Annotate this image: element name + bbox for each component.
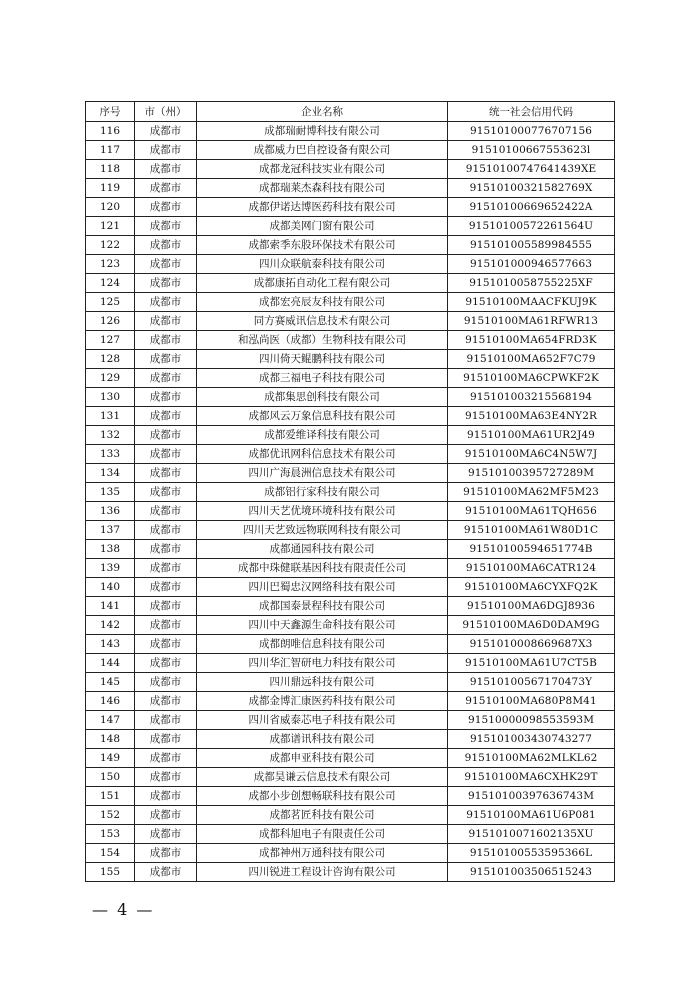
table-row [86,255,615,274]
row-company-name: 四川巴蜀忠汉网络科技有限公司 [197,578,448,597]
table-row [86,559,615,578]
table-row [86,312,615,331]
row-credit-code: 91510100MA6CYXFQ2K [448,578,615,597]
row-credit-code: 915101003430743277 [448,730,615,749]
row-company-name: 成都优讯网科信息技术有限公司 [197,445,448,464]
row-serial: 118 [86,160,135,179]
table-header-row [86,102,615,122]
row-city: 成都市 [135,179,197,198]
table-row [86,863,615,882]
row-city: 成都市 [135,255,197,274]
row-company-name: 成都科旭电子有限责任公司 [197,825,448,844]
enterprise-table [85,101,615,882]
row-city: 成都市 [135,540,197,559]
row-city: 成都市 [135,483,197,502]
row-serial: 140 [86,578,135,597]
row-company-name: 成都爱维译科技有限公司 [197,426,448,445]
row-company-name: 成都金博汇康医药科技有限公司 [197,692,448,711]
table-row [86,844,615,863]
row-city: 成都市 [135,559,197,578]
row-credit-code: 91510100086696​87X3 [448,635,615,654]
row-credit-code: 91510100572261564U [448,217,615,236]
row-company-name: 四川省威泰芯电子科技有限公司 [197,711,448,730]
table-row [86,483,615,502]
row-company-name: 成都宏亮辰友科技有限公司 [197,293,448,312]
row-city: 成都市 [135,407,197,426]
table-row [86,540,615,559]
table-row [86,578,615,597]
row-city: 成都市 [135,217,197,236]
row-city: 成都市 [135,445,197,464]
row-credit-code: 915101005589984555 [448,236,615,255]
row-credit-code: 91510100MA63E4NY2R [448,407,615,426]
row-company-name: 成都国泰景程科技有限公司 [197,597,448,616]
row-city: 成都市 [135,616,197,635]
row-city: 成都市 [135,198,197,217]
row-serial: 125 [86,293,135,312]
row-city: 成都市 [135,350,197,369]
row-city: 成都市 [135,160,197,179]
table-row [86,464,615,483]
row-credit-code: 91510100MA61W80D1C [448,521,615,540]
table-row [86,711,615,730]
row-company-name: 成都康拓自动化工程有限公司 [197,274,448,293]
table-row [86,426,615,445]
table-row [86,217,615,236]
row-serial: 137 [86,521,135,540]
row-credit-code: 91510100MA6CXHK29T [448,768,615,787]
row-serial: 124 [86,274,135,293]
row-credit-code: 915101000946577663 [448,255,615,274]
row-city: 成都市 [135,122,197,141]
row-credit-code: 91510100747641439XE [448,160,615,179]
table-row [86,616,615,635]
row-city: 成都市 [135,673,197,692]
row-city: 成都市 [135,825,197,844]
row-company-name: 四川众联航泰科技有限公司 [197,255,448,274]
row-serial: 147 [86,711,135,730]
row-serial: 133 [86,445,135,464]
row-credit-code: 91510100587552​25XF [448,274,615,293]
row-credit-code: 91510100MA6CATR124 [448,559,615,578]
table-row [86,160,615,179]
row-credit-code: 915101003506515243 [448,863,615,882]
row-credit-code: 91510100395727289M [448,464,615,483]
row-serial: 117 [86,141,135,160]
row-company-name: 成都瑞莱杰森科技有限公司 [197,179,448,198]
row-serial: 139 [86,559,135,578]
row-serial: 155 [86,863,135,882]
row-serial: 116 [86,122,135,141]
row-credit-code: 91510100MA62MF5M23 [448,483,615,502]
row-serial: 150 [86,768,135,787]
row-serial: 130 [86,388,135,407]
row-serial: 122 [86,236,135,255]
row-serial: 121 [86,217,135,236]
row-company-name: 四川华汇智研电力科技有限公司 [197,654,448,673]
row-serial: 128 [86,350,135,369]
table-row [86,654,615,673]
row-city: 成都市 [135,464,197,483]
row-city: 成都市 [135,141,197,160]
table-row [86,122,615,141]
table-row [86,673,615,692]
table-row [86,350,615,369]
table-row [86,274,615,293]
row-company-name: 成都索季东股环保技术有限公司 [197,236,448,255]
row-city: 成都市 [135,730,197,749]
row-credit-code: 91510100MA6CPWKF2K [448,369,615,388]
row-credit-code: 91510100667553623l [448,141,615,160]
row-company-name: 成都三福电子科技有限公司 [197,369,448,388]
row-company-name: 成都神州万通科技有限公司 [197,844,448,863]
row-city: 成都市 [135,806,197,825]
row-company-name: 四川广海晨洲信息技术有限公司 [197,464,448,483]
row-serial: 136 [86,502,135,521]
row-city: 成都市 [135,711,197,730]
row-company-name: 成都瑞耐博科技有限公司 [197,122,448,141]
row-serial: 152 [86,806,135,825]
table-row [86,749,615,768]
row-city: 成都市 [135,388,197,407]
row-credit-code: 91510100MA6C4N5W7J [448,445,615,464]
row-serial: 135 [86,483,135,502]
row-city: 成都市 [135,426,197,445]
row-company-name: 四川鼎远科技有限公司 [197,673,448,692]
row-city: 成都市 [135,768,197,787]
row-company-name: 成都朗唯信息科技有限公司 [197,635,448,654]
row-serial: 149 [86,749,135,768]
row-serial: 126 [86,312,135,331]
row-credit-code: 91510100MA654FRD3K [448,331,615,350]
row-serial: 146 [86,692,135,711]
row-credit-code: 91510100MA61TQH656 [448,502,615,521]
table-row [86,407,615,426]
row-city: 成都市 [135,274,197,293]
row-company-name: 四川锐进工程设计咨询有限公司 [197,863,448,882]
header-company-name: 企业名称 [197,102,448,122]
row-credit-code: 91510100MA6D0DAM9G [448,616,615,635]
table-row [86,787,615,806]
row-company-name: 成都谱讯科技有限公司 [197,730,448,749]
row-serial: 148 [86,730,135,749]
table-row [86,730,615,749]
row-credit-code: 91510100MA61UR2J49 [448,426,615,445]
table-row [86,141,615,160]
row-city: 成都市 [135,293,197,312]
row-company-name: 成都中珠健联基因科技有限责任公司 [197,559,448,578]
row-company-name: 成都小步创想畅联科技有限公司 [197,787,448,806]
row-serial: 141 [86,597,135,616]
table-row [86,521,615,540]
table-row [86,179,615,198]
row-company-name: 成都茗匠科技有限公司 [197,806,448,825]
table-row [86,388,615,407]
row-company-name: 四川中天鑫源生命科技有限公司 [197,616,448,635]
row-company-name: 成都昊谦云信息技术有限公司 [197,768,448,787]
header-credit-code: 统一社会信用代码 [448,102,615,122]
row-serial: 138 [86,540,135,559]
row-serial: 134 [86,464,135,483]
row-company-name: 成都风云万象信息科技有限公司 [197,407,448,426]
row-company-name: 四川倚天鲲鹏科技有限公司 [197,350,448,369]
row-city: 成都市 [135,331,197,350]
row-company-name: 成都集思创科技有限公司 [197,388,448,407]
row-city: 成都市 [135,369,197,388]
row-city: 成都市 [135,863,197,882]
table-row [86,635,615,654]
row-serial: 151 [86,787,135,806]
row-city: 成都市 [135,521,197,540]
row-company-name: 四川天艺致远物联网科技有限公司 [197,521,448,540]
row-company-name: 四川天艺优境环境科技有限公司 [197,502,448,521]
row-city: 成都市 [135,597,197,616]
row-company-name: 成都伊诺达博医药科技有限公司 [197,198,448,217]
row-serial: 119 [86,179,135,198]
table-row [86,768,615,787]
row-credit-code: 915101007160​2135XU [448,825,615,844]
header-serial: 序号 [86,102,135,122]
row-serial: 127 [86,331,135,350]
row-serial: 129 [86,369,135,388]
row-credit-code: 91510000098553593M [448,711,615,730]
row-company-name: 成都美网门窗有限公司 [197,217,448,236]
table-row [86,692,615,711]
table-row [86,293,615,312]
row-serial: 142 [86,616,135,635]
row-credit-code: 91510100MA61U7CT5B [448,654,615,673]
row-credit-code: 91510100MA6DGJ8936 [448,597,615,616]
row-serial: 154 [86,844,135,863]
row-credit-code: 91510100MA62MLKL62 [448,749,615,768]
row-company-name: 和泓尚医（成都）生物科技有限公司 [197,331,448,350]
row-credit-code: 91510100MAACFKUJ9K [448,293,615,312]
table-row [86,806,615,825]
row-serial: 123 [86,255,135,274]
row-serial: 145 [86,673,135,692]
row-city: 成都市 [135,312,197,331]
row-credit-code: 91510100MA61RFWR13 [448,312,615,331]
row-serial: 153 [86,825,135,844]
row-city: 成都市 [135,787,197,806]
row-company-name: 同方赛威讯信息技术有限公司 [197,312,448,331]
table-row [86,502,615,521]
row-city: 成都市 [135,844,197,863]
table-body [86,122,615,882]
table-row [86,198,615,217]
row-credit-code: 9151010059465177​4B [448,540,615,559]
row-credit-code: 91510100MA652F7C79 [448,350,615,369]
page-number: — 4 — [92,900,155,919]
row-city: 成都市 [135,578,197,597]
row-credit-code: 91510100MA61U6P081 [448,806,615,825]
row-company-name: 成都申亚科技有限公司 [197,749,448,768]
row-serial: 143 [86,635,135,654]
row-credit-code: 91510100567170473Y [448,673,615,692]
table-row [86,369,615,388]
row-credit-code: 915101000776707156 [448,122,615,141]
row-city: 成都市 [135,749,197,768]
row-company-name: 成都龙冠科技实业有限公司 [197,160,448,179]
row-credit-code: 91510100397636743M [448,787,615,806]
header-city: 市（州） [135,102,197,122]
row-serial: 144 [86,654,135,673]
table-row [86,236,615,255]
row-credit-code: 91510100669652422A [448,198,615,217]
row-credit-code: 9151010032158276​9X [448,179,615,198]
row-serial: 132 [86,426,135,445]
row-serial: 120 [86,198,135,217]
row-city: 成都市 [135,692,197,711]
row-company-name: 成都威力巴自控设备有限公司 [197,141,448,160]
table-row [86,445,615,464]
row-credit-code: 915101003215568194 [448,388,615,407]
table-row [86,331,615,350]
row-serial: 131 [86,407,135,426]
table-row [86,597,615,616]
row-city: 成都市 [135,502,197,521]
table-row [86,825,615,844]
row-company-name: 成都铝行家科技有限公司 [197,483,448,502]
row-credit-code: 91510100553595366L [448,844,615,863]
row-city: 成都市 [135,236,197,255]
row-city: 成都市 [135,654,197,673]
row-company-name: 成都通园科技有限公司 [197,540,448,559]
row-credit-code: 91510100MA680P8M41 [448,692,615,711]
row-city: 成都市 [135,635,197,654]
